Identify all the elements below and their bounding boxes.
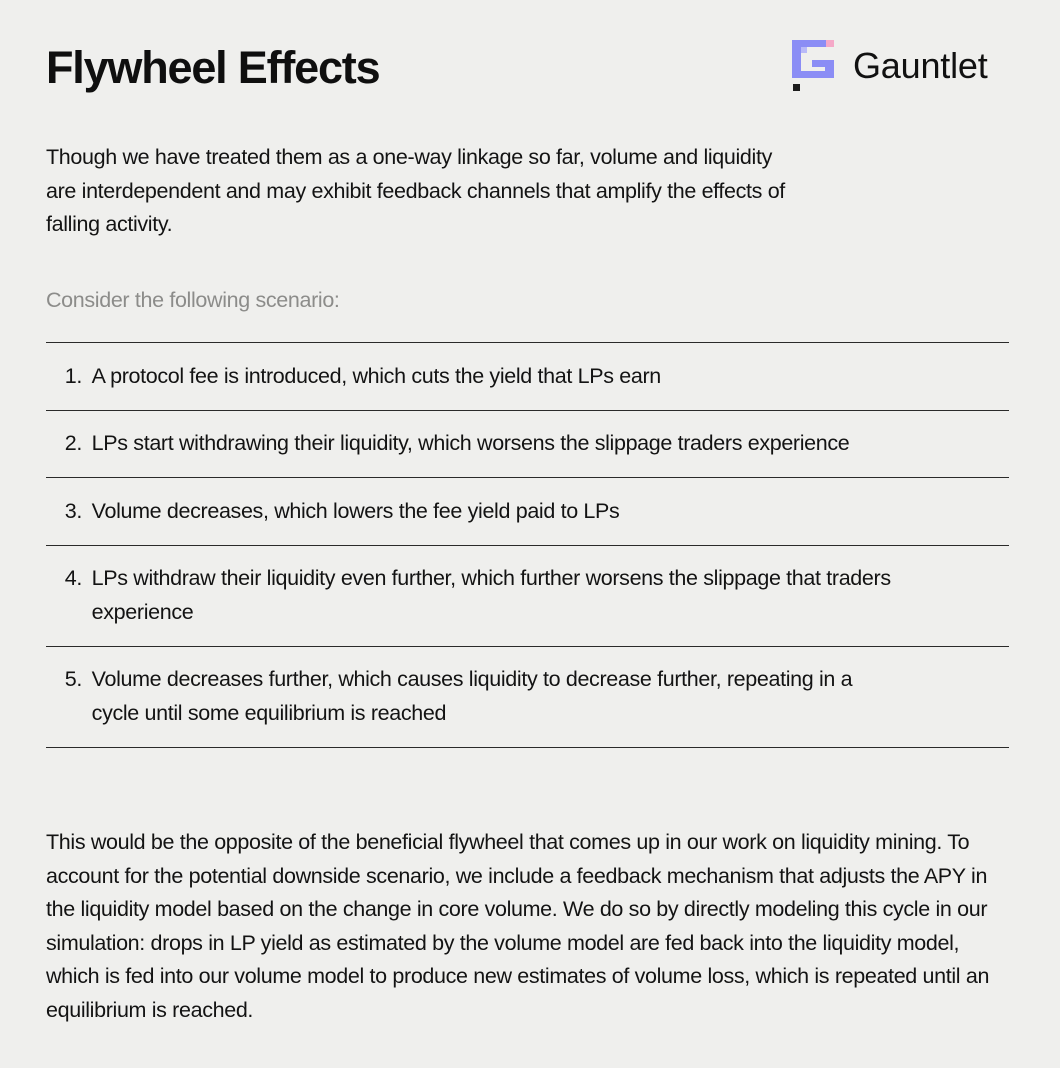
brand-name: Gauntlet xyxy=(853,45,988,86)
step-text: LPs start withdrawing their liquidity, which worsens the slippage traders experience xyxy=(91,431,850,455)
step-number: 4. xyxy=(64,566,82,590)
step-item xyxy=(46,478,1009,546)
page-title: Flywheel Effects xyxy=(46,42,380,93)
step-item xyxy=(46,411,1009,479)
scenario-steps xyxy=(46,342,1009,748)
step-text: Volume decreases further, which causes liquidity to decrease further, repeating in a cycle until some equilibrium is reached xyxy=(91,667,853,725)
step-text: Volume decreases, which lowers the fee yield paid to LPs xyxy=(91,498,620,523)
step-number: 3. xyxy=(64,498,82,523)
scenario-lead: Consider the following scenario: xyxy=(46,288,340,312)
step-item xyxy=(46,647,1009,748)
gauntlet-logo-icon xyxy=(792,40,836,92)
step-number: 5. xyxy=(64,667,82,691)
intro-paragraph: Though we have treated them as a one-way linkage so far, volume and liquidity are interdependent and may exhibit feedback channels that amplify the effects of falling activity. xyxy=(46,145,785,236)
step-text: LPs withdraw their liquidity even further, which further worsens the slippage that traders experience xyxy=(91,566,891,624)
step-number: 1. xyxy=(64,363,82,388)
step-text: A protocol fee is introduced, which cuts the yield that LPs earn xyxy=(91,363,661,388)
step-item xyxy=(46,343,1009,411)
step-number: 2. xyxy=(64,431,82,455)
outro-paragraph: This would be the opposite of the beneficial flywheel that comes up in our work on liquidity mining. To account for the potential downside scenario, we include a feedback mechanism that adjusts the APY in the liquidity model based on the change in core volume. We do so by directly modeling this cycle in our simulation: drops in LP yield as estimated by the volume model are fed back into the liquidity model, which is fed into our volume model to produce new estimates of volume loss, which is repeated until an equilibrium is reached. xyxy=(46,830,990,1022)
step-item xyxy=(46,546,1009,647)
brand xyxy=(792,40,988,92)
